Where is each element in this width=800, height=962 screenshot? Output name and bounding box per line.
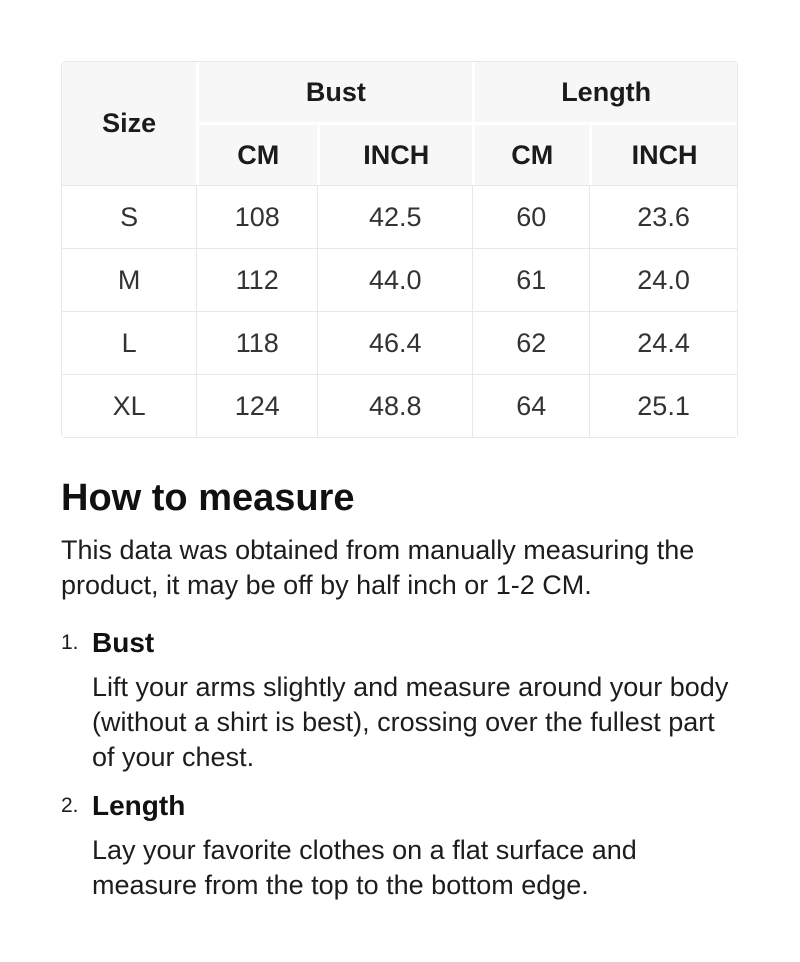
list-number-2: 2. bbox=[61, 794, 79, 817]
size-cell: M bbox=[62, 248, 196, 311]
size-cell: L bbox=[62, 311, 196, 374]
list-item-bust bbox=[61, 625, 738, 775]
bust-inch-header: INCH bbox=[317, 125, 472, 185]
bust-cm-cell: 118 bbox=[196, 311, 317, 374]
bust-item-title: Bust bbox=[92, 627, 155, 658]
bust-cm-header: CM bbox=[196, 125, 317, 185]
length-cm-cell: 60 bbox=[472, 185, 589, 248]
length-cm-cell: 64 bbox=[472, 374, 589, 437]
length-inch-cell: 23.6 bbox=[589, 185, 737, 248]
length-inch-cell: 25.1 bbox=[589, 374, 737, 437]
length-inch-cell: 24.0 bbox=[589, 248, 737, 311]
bust-cm-cell: 124 bbox=[196, 374, 317, 437]
measure-intro-text: This data was obtained from manually measuring the product, it may be off by half inch or 1-2 CM. bbox=[61, 535, 695, 600]
bust-cm-cell: 112 bbox=[196, 248, 317, 311]
measure-guide-list bbox=[61, 625, 738, 903]
list-item-bust-content bbox=[92, 625, 738, 775]
table-row-l bbox=[62, 311, 737, 374]
bust-inch-cell: 48.8 bbox=[317, 374, 472, 437]
bust-inch-cell: 46.4 bbox=[317, 311, 472, 374]
bust-inch-cell: 42.5 bbox=[317, 185, 472, 248]
length-inch-cell: 24.4 bbox=[589, 311, 737, 374]
how-to-measure-section bbox=[61, 476, 738, 903]
length-inch-header: INCH bbox=[589, 125, 737, 185]
size-column-header: Size bbox=[62, 62, 196, 185]
bust-group-header: Bust bbox=[196, 62, 472, 125]
list-item-length-content bbox=[92, 788, 738, 903]
size-cell: XL bbox=[62, 374, 196, 437]
length-cm-cell: 61 bbox=[472, 248, 589, 311]
list-number-1: 1. bbox=[61, 631, 79, 654]
size-cell: S bbox=[62, 185, 196, 248]
length-cm-cell: 62 bbox=[472, 311, 589, 374]
list-item-length bbox=[61, 788, 738, 903]
length-item-description: Lay your favorite clothes on a flat surface and measure from the top to the bottom edge. bbox=[92, 835, 637, 900]
size-chart-table bbox=[61, 61, 738, 438]
table-row-xl bbox=[62, 374, 737, 437]
size-chart-header bbox=[62, 62, 737, 185]
table-row-s bbox=[62, 185, 737, 248]
table-row-m bbox=[62, 248, 737, 311]
length-group-header: Length bbox=[472, 62, 737, 125]
bust-inch-cell: 44.0 bbox=[317, 248, 472, 311]
bust-item-description: Lift your arms slightly and measure around your body (without a shirt is best), crossing over the fullest part of your chest. bbox=[92, 672, 729, 772]
bust-cm-cell: 108 bbox=[196, 185, 317, 248]
length-item-title: Length bbox=[92, 790, 186, 821]
size-chart-body bbox=[62, 185, 737, 437]
how-to-measure-heading: How to measure bbox=[61, 477, 355, 519]
length-cm-header: CM bbox=[472, 125, 589, 185]
